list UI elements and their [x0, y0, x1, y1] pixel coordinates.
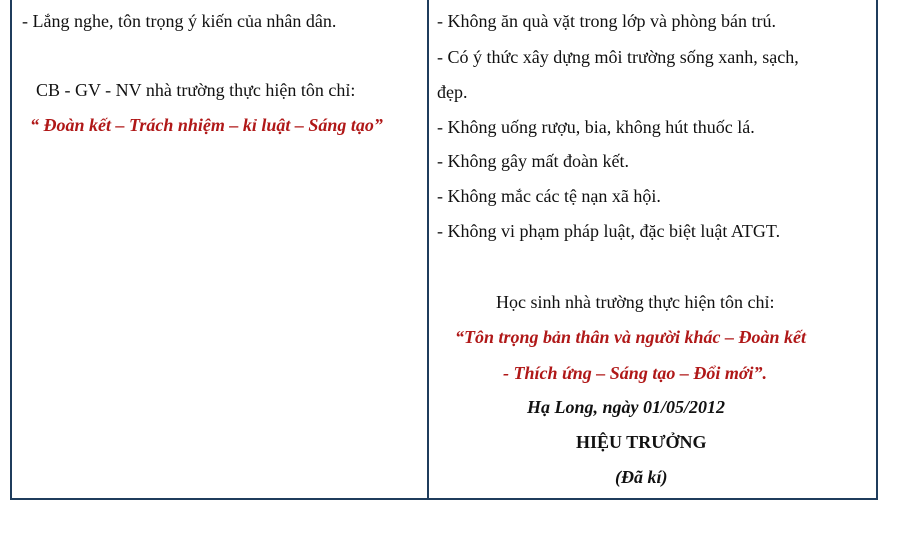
- left-rule-listen: - Lắng nghe, tôn trọng ý kiến của nhân dân.: [22, 11, 337, 31]
- signer-title: HIỆU TRƯỞNG: [576, 432, 707, 452]
- regulation-table: [10, 0, 878, 500]
- column-divider: [427, 0, 429, 500]
- document-date: Hạ Long, ngày 01/05/2012: [527, 397, 726, 417]
- rule-item: - Không gây mất đoàn kết.: [437, 151, 629, 171]
- student-motto-line2: - Thích ứng – Sáng tạo – Đổi mới”.: [503, 363, 767, 383]
- rule-item: - Không ăn quà vặt trong lớp và phòng bán trú.: [437, 11, 776, 31]
- student-motto-intro: Học sinh nhà trường thực hiện tôn chỉ:: [496, 292, 775, 312]
- staff-motto-intro: CB - GV - NV nhà trường thực hiện tôn chỉ:: [36, 80, 356, 100]
- rule-item: - Không vi phạm pháp luật, đặc biệt luật ATGT.: [437, 221, 781, 241]
- student-motto-line1: “Tôn trọng bản thân và người khác – Đoàn kết: [455, 327, 806, 347]
- signed-note: (Đã kí): [615, 467, 668, 487]
- rule-item: - Không mắc các tệ nạn xã hội.: [437, 186, 661, 206]
- rule-item: - Không uống rượu, bia, không hút thuốc lá.: [437, 117, 755, 137]
- rule-item-continuation: đẹp.: [437, 82, 468, 102]
- staff-motto: “ Đoàn kết – Trách nhiệm – kỉ luật – Sáng tạo”: [30, 115, 383, 135]
- rule-item: - Có ý thức xây dựng môi trường sống xanh, sạch,: [437, 47, 799, 67]
